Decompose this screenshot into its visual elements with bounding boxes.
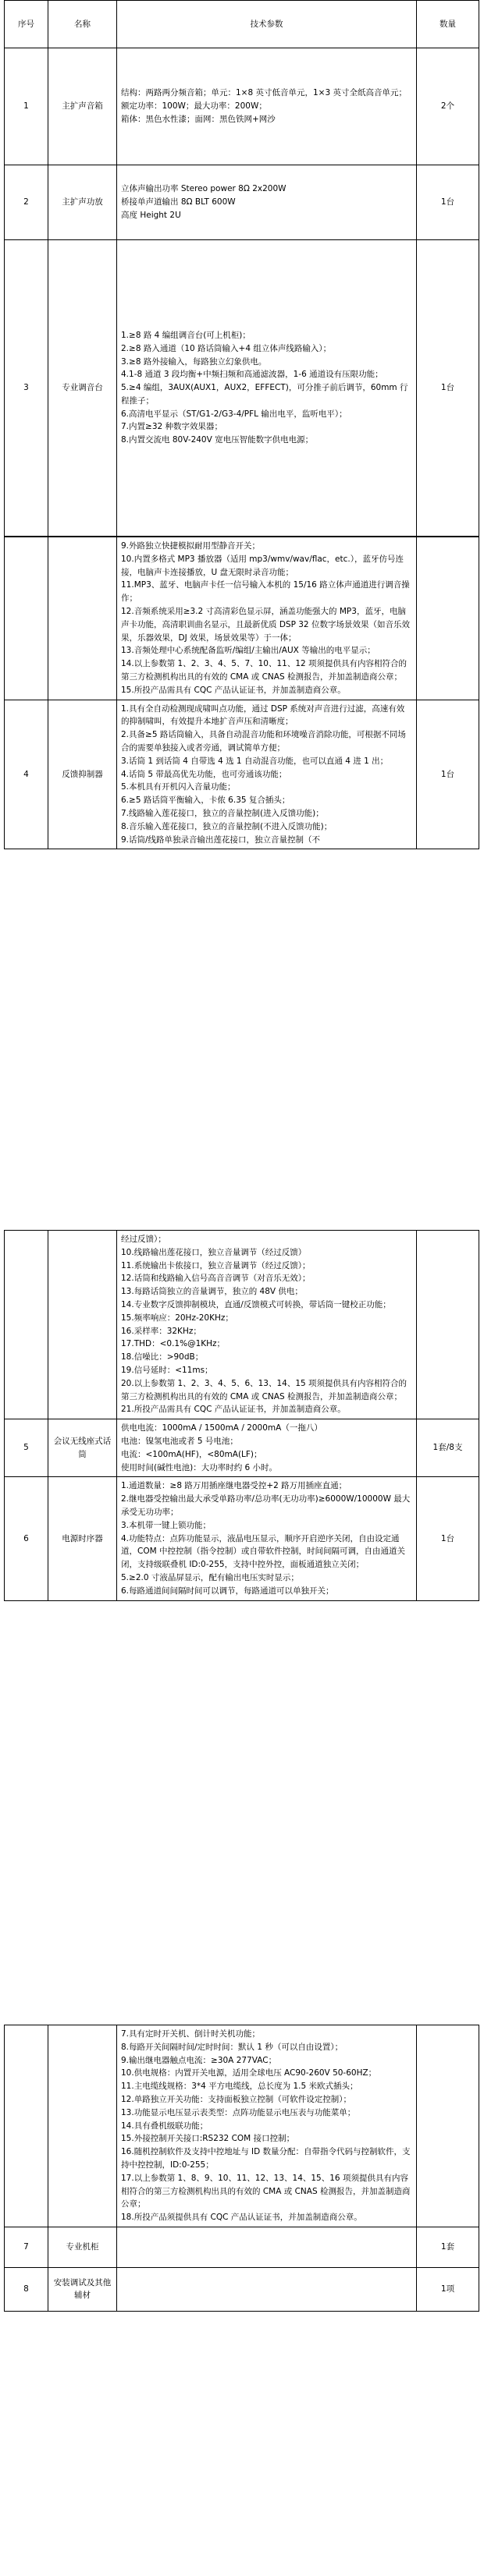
row-number: 2 bbox=[5, 165, 48, 240]
param-line: 20.以上参数第 1、2、3、4、5、6、13、14、15 项须提供具有内容相符合的第三方检测机构出具的有效的 CMA 或 CNAS 检测报告，并加盖制造商公章； bbox=[121, 1378, 407, 1401]
param-line: 10.内置多格式 MP3 播放器（适用 mp3/wmv/wav/flac，etc.），蓝牙仿号连接，电脑声卡连接播放，U 盘无限时录音功能； bbox=[121, 554, 404, 577]
row-number bbox=[5, 537, 48, 700]
param-line: 电池：镍氢电池或者 5 号电池； bbox=[121, 1436, 238, 1446]
item-name bbox=[48, 537, 117, 700]
param-line: 15.频率响应：20Hz-20KHz； bbox=[121, 1313, 233, 1323]
param-line: 9.话筒/线路单独录音输出莲花接口，独立音量控制（不 bbox=[121, 834, 321, 845]
item-name bbox=[48, 1231, 117, 1419]
item-name: 会议无线座式话筒 bbox=[48, 1419, 117, 1477]
item-quantity bbox=[417, 1231, 479, 1419]
param-line: 13.功能显示电压显示表类型：点阵功能显示电压表与功能菜单； bbox=[121, 2107, 356, 2117]
param-line: 桥接单声道输出 8Ω BLT 600W bbox=[121, 197, 236, 207]
technical-params bbox=[117, 2227, 417, 2267]
spec-table-section bbox=[4, 537, 479, 849]
param-line: 6.≥5 路话筒平衡输入，卡侬 6.35 复合插头； bbox=[121, 795, 290, 806]
param-line: 14.以上参数第 1、2、3、4、5、7、10、11、12 项须提供具有内容相符合的第三方检测机构出具的有效的 CMA 或 CNAS 检测报告，并加盖制造商公章； bbox=[121, 659, 407, 682]
table-row bbox=[5, 1477, 479, 1600]
param-line: 14.专业数字反馈抑制模块，直通/反馈模式可转换，带话筒一键校正功能； bbox=[121, 1299, 391, 1309]
header-name: 名称 bbox=[48, 1, 117, 48]
param-line: 1.具有全自动检测现成啸叫点功能，通过 DSP 系统对声音进行过滤，高速有效的抑制啸叫，有效提升本地扩音声压和清晰度； bbox=[121, 703, 405, 727]
technical-params bbox=[117, 2025, 417, 2227]
param-line: 13.音频处理中心系统配备监听/编组/主输出/AUX 等输出的电平显示； bbox=[121, 646, 375, 656]
param-line: 17.以上参数第 1、8、9、10、11、12、13、14、15、16 项须提供具有内容相符合的第三方检测机构出具的有效的 CMA 或 CNAS 检测报告，并加盖制造商公章； bbox=[121, 2173, 411, 2209]
item-name bbox=[48, 2025, 117, 2227]
item-name: 主扩声音箱 bbox=[48, 48, 117, 165]
param-line: 5.≥2.0 寸液晶屏显示，配有输出电压实时显示； bbox=[121, 1572, 299, 1582]
param-line: 8.每路开关间隔时间/定时时间：默认 1 秒（可以自由设置）； bbox=[121, 2042, 343, 2052]
param-line: 2.继电器受控输出最大承受单路功率/总功率(无功功率)≥6000W/10000W 最大承受无功功率； bbox=[121, 1494, 411, 1517]
spec-table-section bbox=[4, 2025, 479, 2312]
param-line: 21.所投产品需具有 CQC 产品认证证书，并加盖制造商公章。 bbox=[121, 1405, 346, 1415]
param-line: 使用时间(碱性电池)：大功率时约 6 小时。 bbox=[121, 1462, 278, 1472]
param-line: 10.线路输出莲花接口，独立音量调节（经过反馈） bbox=[121, 1247, 307, 1257]
table-row bbox=[5, 48, 479, 165]
param-line: 6.高清电平显示（ST/G1-2/G3-4/PFL 输出电平，监听电平）； bbox=[121, 409, 347, 419]
param-line: 8.内置交流电 80V-240V 宽电压智能数字供电电源； bbox=[121, 435, 314, 445]
table-row bbox=[5, 537, 479, 700]
param-line: 11.主电缆线规格：3*4 平方电缆线，总长度为 1.5 米欧式插头； bbox=[121, 2082, 358, 2092]
param-line: 额定功率：100W；最大功率：200W； bbox=[121, 101, 267, 112]
item-quantity: 1项 bbox=[417, 2267, 479, 2311]
item-quantity: 1台 bbox=[417, 240, 479, 537]
item-name: 专业调音台 bbox=[48, 240, 117, 537]
param-line: 13.每路话筒独立的音量调节，独立的 48V 供电； bbox=[121, 1287, 303, 1297]
param-line: 18.所投产品须提供具有 CQC 产品认证证书，并加盖制造商公章。 bbox=[121, 2213, 362, 2223]
param-line: 15.外接控制开关接口:RS232 COM 接口控制； bbox=[121, 2134, 295, 2144]
technical-params bbox=[117, 48, 417, 165]
technical-params bbox=[117, 1477, 417, 1600]
param-line: 12.话筒和线路输入信号高音音调节（对音乐无效）； bbox=[121, 1274, 311, 1284]
item-quantity: 1台 bbox=[417, 165, 479, 240]
table-row bbox=[5, 1231, 479, 1419]
row-number: 7 bbox=[5, 2227, 48, 2267]
item-name: 主扩声功放 bbox=[48, 165, 117, 240]
param-line: 高度 Height 2U bbox=[121, 210, 181, 220]
table-row bbox=[5, 2025, 479, 2227]
param-line: 14.具有叠机级联功能； bbox=[121, 2121, 208, 2131]
item-name: 电源时序器 bbox=[48, 1477, 117, 1600]
param-line: 2.具备≥5 路话筒输入，具备自动混音功能和环境噪音消除功能，可根据不同场合的需要单独接入或者旁通，调试简单方便； bbox=[121, 730, 406, 753]
header-no: 序号 bbox=[5, 1, 48, 48]
technical-params bbox=[117, 2267, 417, 2311]
param-line: 7.具有定时开关机、倒计时关机功能； bbox=[121, 2029, 261, 2039]
param-line: 12.音频系统采用≥3.2 寸高清彩色显示屏，涵盖功能强大的 MP3，蓝牙，电脑声卡功能，高清职训曲名显示，且最新优质 DSP 32 位数字场景效果（如音乐效果，乐器效果，DJ 效果，场景效果等）于一体； bbox=[121, 606, 410, 643]
param-line: 电流：<100mA(HF)，<80mA(LF)； bbox=[121, 1449, 262, 1459]
param-line: 3.≥8 路外接输入，每路独立幻象供电。 bbox=[121, 356, 267, 367]
param-line: 4.功能特点：点阵功能显示，液晶电压显示，顺序开启逆序关闭，自由设定通道，COM 中控控制（指令控制）或自带软件控制，时间间隔可调，自由通道关闭，支持级联叠机 ID:0-255，支持中控外控，面板通道独立关闭； bbox=[121, 1533, 405, 1570]
table-row bbox=[5, 2267, 479, 2311]
param-line: 结构：两路两分频音箱；单元：1×8 英寸低音单元，1×3 英寸全纸高音单元； bbox=[121, 88, 407, 98]
param-line: 1.≥8 路 4 编组调音台(可上机柜)； bbox=[121, 330, 251, 340]
item-quantity: 1套/8支 bbox=[417, 1419, 479, 1477]
technical-params bbox=[117, 165, 417, 240]
technical-params bbox=[117, 700, 417, 849]
table-row bbox=[5, 240, 479, 537]
param-line: 6.每路通道间间隔时间可以调节，每路通道可以单独开关； bbox=[121, 1586, 334, 1596]
param-line: 8.音乐输入莲花接口，独立的音量控制(不进入反馈功能)； bbox=[121, 821, 333, 831]
item-name: 反馈抑制器 bbox=[48, 700, 117, 849]
row-number: 1 bbox=[5, 48, 48, 165]
row-number bbox=[5, 2025, 48, 2227]
param-line: 9.外路独立快捷模拟耐用型静音开关； bbox=[121, 541, 261, 551]
param-line: 16.采样率：32KHz； bbox=[121, 1326, 201, 1336]
technical-params bbox=[117, 1419, 417, 1477]
param-line: 9.输出继电器触点电流：≥30A 277VAC； bbox=[121, 2055, 277, 2065]
item-name: 专业机柜 bbox=[48, 2227, 117, 2267]
row-number: 5 bbox=[5, 1419, 48, 1477]
table-row bbox=[5, 1419, 479, 1477]
row-number: 6 bbox=[5, 1477, 48, 1600]
param-line: 1.通道数量：≥8 路万用插座继电器受控+2 路万用插座直通； bbox=[121, 1481, 347, 1491]
header-qty: 数量 bbox=[417, 1, 479, 48]
item-quantity bbox=[417, 2025, 479, 2227]
param-line: 经过反馈）； bbox=[121, 1235, 166, 1244]
table-row bbox=[5, 2227, 479, 2267]
row-number: 4 bbox=[5, 700, 48, 849]
spec-table-section bbox=[4, 0, 479, 537]
item-quantity: 2个 bbox=[417, 48, 479, 165]
param-line: 2.≥8 路入通道（10 路话筒输入+4 组立体声线路输入）； bbox=[121, 343, 332, 353]
param-line: 12.单路独立开关功能：支持面板独立控制（可软件设定控制）； bbox=[121, 2094, 351, 2104]
table-row bbox=[5, 165, 479, 240]
param-line: 7.线路输入莲花接口，独立的音量控制(进入反馈功能)； bbox=[121, 808, 324, 818]
param-line: 10.供电规格：内置开关电源，适用全球电压 AC90-260V 50-60HZ； bbox=[121, 2068, 377, 2078]
param-line: 箱体：黑色水性漆；面网：黑色铁网+网沙 bbox=[121, 114, 276, 124]
param-line: 4.话筒 5 带最高优先功能，也可旁通该功能； bbox=[121, 769, 287, 779]
param-line: 5.≥4 编组，3AUX(AUX1，AUX2，EFFECT)，可分推子前后调节，60mm 行程推子； bbox=[121, 383, 408, 406]
param-line: 17.THD：<0.1%@1KHz； bbox=[121, 1339, 226, 1349]
table-row bbox=[5, 700, 479, 849]
row-number: 8 bbox=[5, 2267, 48, 2311]
param-line: 18.信噪比：>90dB； bbox=[121, 1352, 204, 1362]
param-line: 15.所投产品需具有 CQC 产品认证证书，并加盖制造商公章。 bbox=[121, 685, 346, 695]
row-number: 3 bbox=[5, 240, 48, 537]
item-quantity: 1台 bbox=[417, 700, 479, 849]
param-line: 5.本机具有开机闪入音量功能； bbox=[121, 782, 236, 792]
param-line: 19.信号延时：<11ms； bbox=[121, 1365, 213, 1375]
technical-params bbox=[117, 1231, 417, 1419]
row-number bbox=[5, 1231, 48, 1419]
technical-params bbox=[117, 240, 417, 537]
param-line: 3.本机带一键上锁功能； bbox=[121, 1520, 212, 1530]
item-quantity: 1台 bbox=[417, 1477, 479, 1600]
technical-params bbox=[117, 537, 417, 700]
param-line: 7.内置≥32 种数字效果器； bbox=[121, 422, 223, 432]
spec-table-section bbox=[4, 1230, 479, 1601]
param-line: 11.MP3、蓝牙、电脑声卡任一信号输入本机的 15/16 路立体声通道进行调音操作； bbox=[121, 580, 410, 604]
item-quantity: 1套 bbox=[417, 2227, 479, 2267]
item-quantity bbox=[417, 537, 479, 700]
item-name: 安装调试及其他辅材 bbox=[48, 2267, 117, 2311]
param-line: 立体声输出功率 Stereo power 8Ω 2x200W bbox=[121, 184, 286, 194]
param-line: 供电电流：1000mA / 1500mA / 2000mA（一拖八） bbox=[121, 1423, 322, 1433]
param-line: 3.话筒 1 到话筒 4 自带选 4 选 1 自动混音功能，也可以直通 4 进 1 出； bbox=[121, 756, 389, 766]
param-line: 16.随机控制软件及支持中控地址与 ID 数量分配：自带指令代码与控制软件，支持中控控制，ID:0-255； bbox=[121, 2147, 411, 2170]
table-header-row bbox=[5, 1, 479, 48]
param-line: 11.系统输出卡侬接口，独立音量调节（经过反馈）； bbox=[121, 1260, 311, 1270]
header-params: 技术参数 bbox=[117, 1, 417, 48]
param-line: 4.1-8 通道 3 段均衡+中频扫频和高通滤波器，1-6 通道设有压限功能； bbox=[121, 370, 383, 380]
